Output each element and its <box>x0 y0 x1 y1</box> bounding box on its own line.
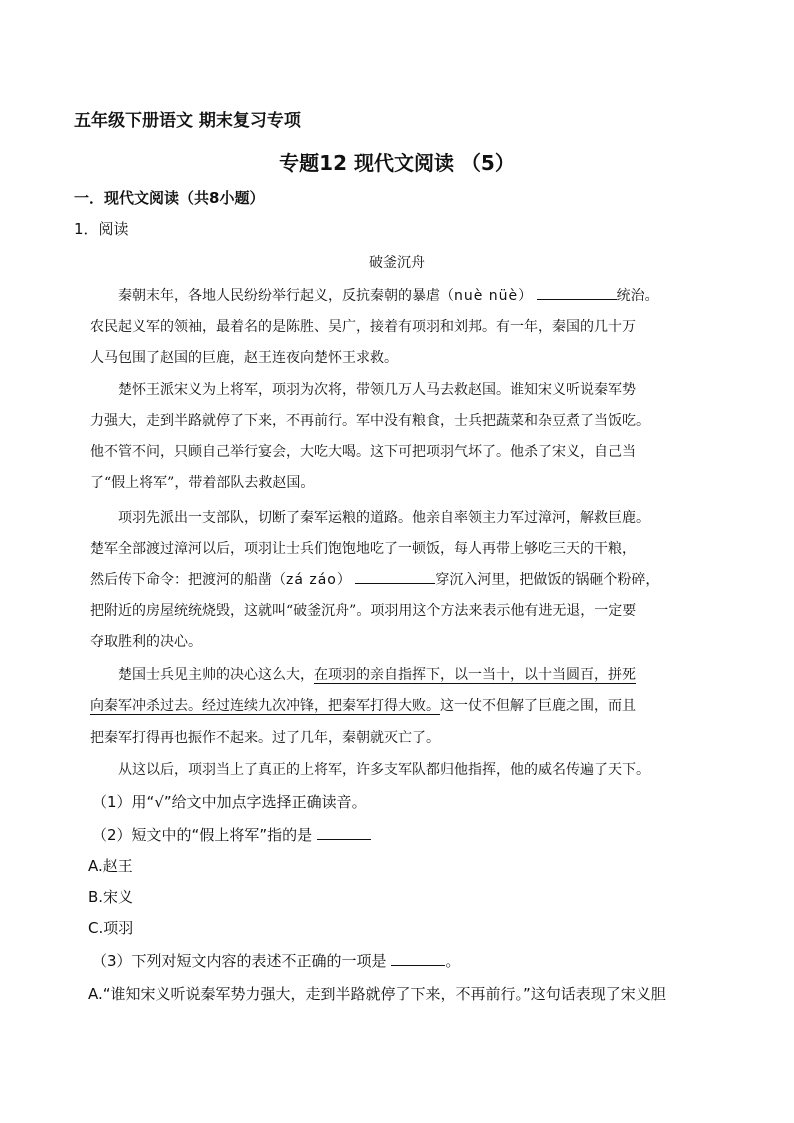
paragraph-2-line-3: 他不管不问，只顾自己举行宴会，大吃大喝。这下可把项羽气坏了。他杀了宋义，自己当 <box>90 444 636 460</box>
paragraph-4-line-1 <box>118 664 636 684</box>
answer-blank[interactable] <box>317 825 371 840</box>
subquestion-3-option-a: A.“谁知宋义听说秦军势力强大，走到半路就停了下来，不再前行。”这句话表现了宋义胆 <box>88 985 666 1003</box>
text: ） <box>518 288 533 304</box>
paragraph-2-line-4: 了“假上将军”，带着部队去救赵国。 <box>90 475 315 491</box>
answer-blank[interactable] <box>391 951 445 966</box>
paragraph-3-line-3 <box>90 569 659 589</box>
text: 这一仗不但解了巨鹿之围，而且 <box>440 698 636 714</box>
passage-title: 破釜沉舟 <box>369 255 425 271</box>
section-heading: 一．现代文阅读（共8小题） <box>74 189 265 207</box>
text: 楚国士兵见主帅的决心这么大， <box>118 667 314 683</box>
question-1-label: 1．阅读 <box>74 220 129 238</box>
document-header: 五年级下册语文 期末复习专项 <box>74 111 301 131</box>
page-title: 专题12 现代文阅读 （5） <box>279 151 515 175</box>
pinyin-options: zá záo <box>286 572 337 588</box>
text: 然后传下命令：把渡河的船凿（ <box>90 572 286 588</box>
paragraph-3-line-2: 楚军全部渡过漳河以后，项羽让士兵们饱饱地吃了一顿饭，每人再带上够吃三天的干粮， <box>90 541 636 557</box>
paragraph-4-line-2 <box>90 695 636 715</box>
subquestion-2 <box>92 824 371 845</box>
paragraph-1-line-2: 农民起义军的领袖，最着名的是陈胜、吴广，接着有项羽和刘邦。有一年，秦国的几十万 <box>90 319 636 335</box>
answer-blank[interactable] <box>355 569 435 584</box>
pinyin-options: nuè nüè <box>454 288 519 304</box>
underlined-text: 在项羽的亲自指挥下，以一当十，以十当圆百，拼死 <box>314 667 636 683</box>
option-b: B.宋义 <box>88 888 134 906</box>
underlined-text: 向秦军冲杀过去。经过连续九次冲锋，把秦军打得大败。 <box>90 698 440 714</box>
subquestion-3 <box>92 950 460 971</box>
paragraph-1-line-1 <box>118 285 659 305</box>
text: （2）短文中的“假上将军”指的是 <box>92 826 313 844</box>
text: 秦朝末年，各地人民纷纷举行起义，反抗秦朝的暴虐（ <box>118 288 454 304</box>
paragraph-3-line-5: 夺取胜利的决心。 <box>90 634 202 650</box>
text: ） <box>336 572 351 588</box>
text: 穿沉入河里，把做饭的锅砸个粉碎， <box>435 572 660 588</box>
text: 。 <box>445 952 461 970</box>
paragraph-2-line-1: 楚怀王派宋义为上将军，项羽为次将，带领几万人马去救赵国。谁知宋义听说秦军势 <box>118 382 636 398</box>
text: 统治。 <box>616 288 659 304</box>
option-c: C.项羽 <box>88 919 134 937</box>
paragraph-1-line-3: 人马包围了赵国的巨鹿，赵王连夜向楚怀王求救。 <box>90 350 398 366</box>
paragraph-5-line-1: 从这以后，项羽当上了真正的上将军，许多支军队都归他指挥，他的威名传遍了天下。 <box>118 762 650 778</box>
text: （3）下列对短文内容的表述不正确的一项是 <box>92 952 387 970</box>
paragraph-4-line-3: 把秦军打得再也振作不起来。过了几年，秦朝就灭亡了。 <box>90 730 440 746</box>
paragraph-3-line-1: 项羽先派出一支部队，切断了秦军运粮的道路。他亲自率领主力军过漳河，解救巨鹿。 <box>118 510 650 526</box>
answer-blank[interactable] <box>537 285 617 300</box>
paragraph-2-line-2: 力强大，走到半路就停了下来，不再前行。军中没有粮食，士兵把蔬菜和杂豆煮了当饭吃。 <box>90 413 650 429</box>
paragraph-3-line-4: 把附近的房屋统统烧毁，这就叫“破釜沉舟”。项羽用这个方法来表示他有进无退，一定要 <box>90 603 637 619</box>
option-a: A.赵王 <box>88 857 133 875</box>
subquestion-1: （1）用“√”给文中加点字选择正确读音。 <box>92 793 367 811</box>
